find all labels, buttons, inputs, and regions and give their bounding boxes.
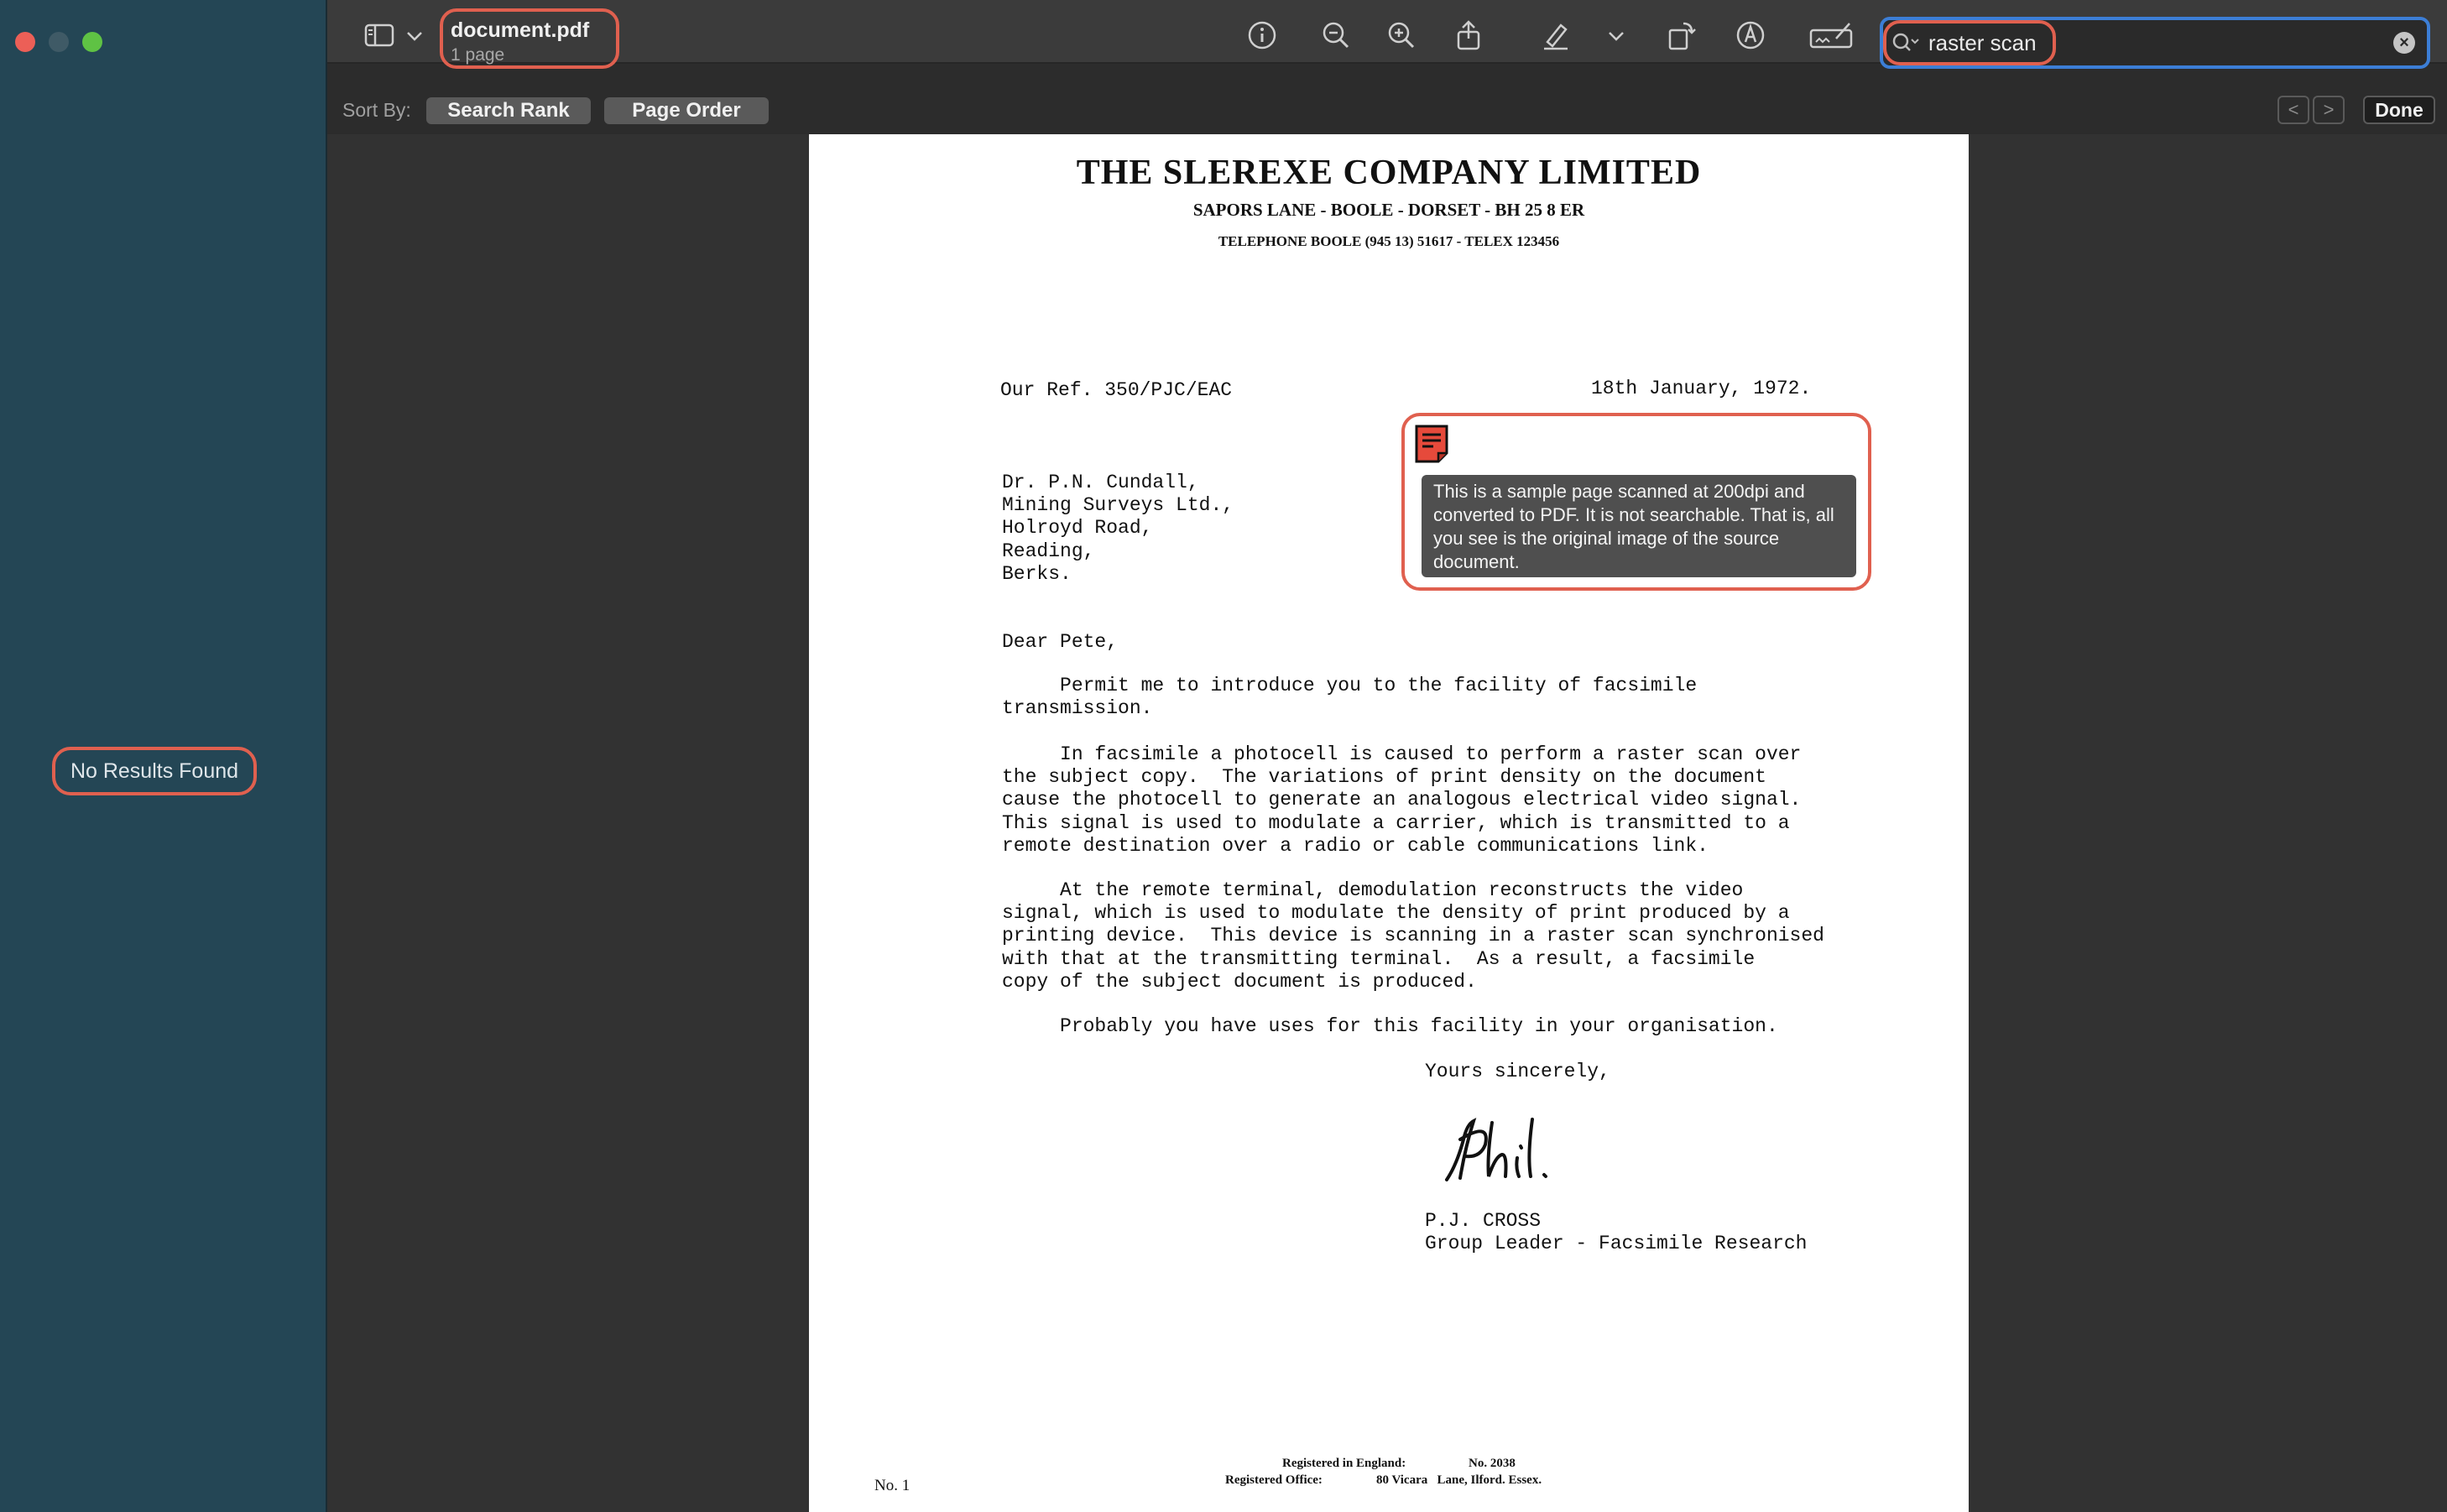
- recipient-line: Dr. P.N. Cundall,: [1002, 472, 1199, 493]
- sort-by-label: Sort By:: [342, 99, 411, 121]
- highlight-icon[interactable]: [1539, 18, 1573, 52]
- signer-name: P.J. CROSS: [1425, 1210, 1542, 1232]
- minimize-window-button[interactable]: [49, 32, 69, 52]
- letter-date: 18th January, 1972.: [1591, 378, 1812, 399]
- body-line: printing device. This device is scanning in a raster scan synchronised: [1002, 925, 1824, 947]
- sort-page-order-button[interactable]: Page Order: [604, 97, 769, 124]
- body-line: This signal is used to modulate a carrier, which is transmitted to a: [1002, 811, 1790, 834]
- close-window-button[interactable]: [15, 32, 35, 52]
- recipient-line: Holroyd Road,: [1002, 517, 1153, 540]
- footer-office-label: Registered Office:: [1225, 1473, 1323, 1487]
- body-line: copy of the subject document is produced.: [1002, 970, 1477, 993]
- recipient-line: Reading,: [1002, 540, 1095, 562]
- next-result-button[interactable]: >: [2313, 96, 2345, 124]
- body-line: with that at the transmitting terminal. As a result, a facsimile: [1002, 947, 1756, 970]
- rotate-icon[interactable]: [1665, 18, 1698, 52]
- body-line: transmission.: [1002, 697, 1153, 720]
- recipient-line: Mining Surveys Ltd.,: [1002, 494, 1234, 517]
- body-line: Permit me to introduce you to the facility of facsimile: [1002, 675, 1698, 696]
- document-title: document.pdf: [451, 18, 590, 42]
- body-line: In facsimile a photocell is caused to perform a raster scan over: [1002, 743, 1802, 765]
- body-line: the subject copy. The variations of print density on the document: [1002, 766, 1766, 789]
- body-line: signal, which is used to modulate the density of print produced by a: [1002, 902, 1790, 925]
- maximize-window-button[interactable]: [82, 32, 102, 52]
- body-line: At the remote terminal, demodulation reconstructs the video: [1002, 879, 1744, 901]
- footer-office-address: 80 Vicara Lane, Ilford. Essex.: [1376, 1473, 1542, 1487]
- paragraph-1: [1002, 675, 1697, 720]
- paragraph-4: Probably you have uses for this facility in your organisation.: [1002, 1015, 1778, 1037]
- recipient-line: Berks.: [1002, 562, 1072, 585]
- recipient-address: [1002, 472, 1234, 586]
- previous-result-button[interactable]: <: [2277, 96, 2309, 124]
- closing: Yours sincerely,: [1425, 1061, 1610, 1082]
- done-button[interactable]: Done: [2363, 96, 2435, 124]
- document-page-count: 1 page: [451, 45, 505, 65]
- footer-registered-label: Registered in England:: [1282, 1457, 1406, 1470]
- zoom-in-icon[interactable]: [1385, 18, 1418, 52]
- sidebar-icon[interactable]: [363, 18, 396, 52]
- body-line: remote destination over a radio or cable communications link.: [1002, 834, 1709, 857]
- signature-image: [1440, 1106, 1574, 1190]
- our-reference: Our Ref. 350/PJC/EAC: [1000, 379, 1233, 401]
- zoom-out-icon[interactable]: [1319, 18, 1353, 52]
- no-results-label: No Results Found: [52, 747, 257, 795]
- salutation: Dear Pete,: [1002, 631, 1119, 653]
- paragraph-3: [1002, 879, 1824, 993]
- signer-title: Group Leader - Facsimile Research: [1425, 1233, 1808, 1254]
- sort-search-rank-button[interactable]: Search Rank: [426, 97, 591, 124]
- highlight-options-chevron-icon[interactable]: [1604, 18, 1628, 52]
- page-number: No. 1: [874, 1477, 910, 1494]
- search-input[interactable]: raster scan: [1928, 30, 2037, 55]
- search-icon[interactable]: [1891, 32, 1920, 54]
- paragraph-2: [1002, 743, 1801, 858]
- share-icon[interactable]: [1452, 18, 1485, 52]
- note-icon[interactable]: [1415, 425, 1448, 463]
- footer-registered-number: No. 2038: [1469, 1457, 1516, 1470]
- company-address: SAPORS LANE - BOOLE - DORSET - BH 25 8 ER: [1192, 200, 1585, 220]
- body-line: cause the photocell to generate an analogous electrical video signal.: [1002, 789, 1802, 811]
- note-tooltip: This is a sample page scanned at 200dpi and converted to PDF. It is not searchable. That is, all you see is the original image of the source document.: [1422, 475, 1856, 577]
- company-telephone: TELEPHONE BOOLE (945 13) 51617 - TELEX 123456: [1218, 233, 1560, 249]
- clear-search-icon[interactable]: ×: [2393, 32, 2415, 54]
- info-icon[interactable]: [1245, 18, 1279, 52]
- sidebar: [0, 0, 327, 1512]
- markup-icon[interactable]: [1734, 18, 1767, 52]
- chevron-down-icon[interactable]: [403, 18, 426, 52]
- signature-icon[interactable]: [1808, 18, 1855, 52]
- company-name: THE SLEREXE COMPANY LIMITED: [1076, 154, 1702, 192]
